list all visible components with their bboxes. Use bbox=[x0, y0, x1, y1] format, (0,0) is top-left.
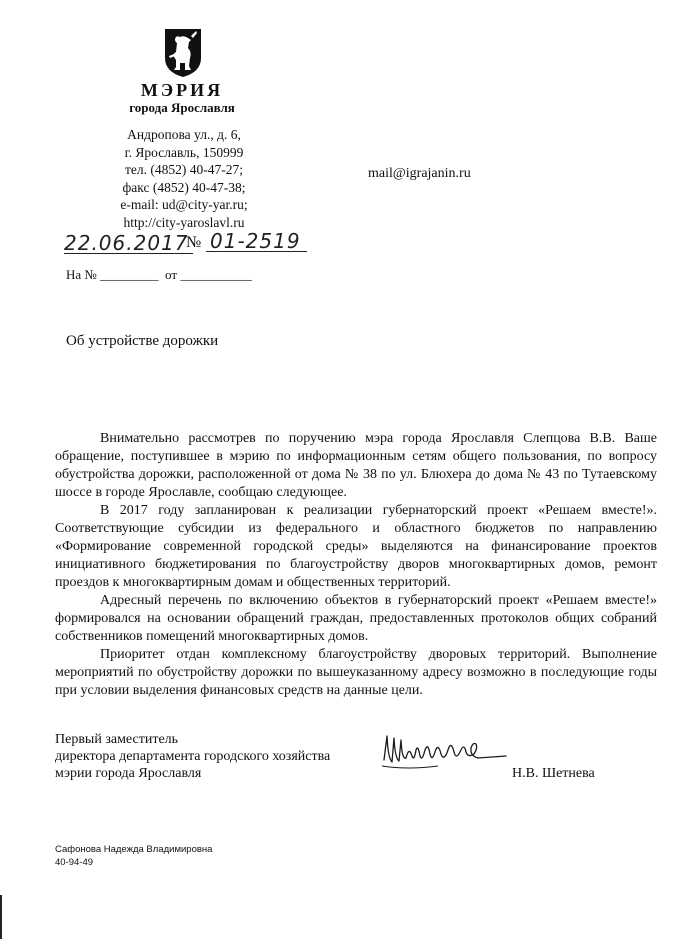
handwritten-signature bbox=[378, 728, 510, 776]
address-line: г. Ярославль, 150999 bbox=[124, 144, 244, 160]
scan-edge-mark bbox=[0, 895, 2, 939]
phone-line: тел. (4852) 40-47-27; bbox=[125, 162, 243, 178]
email-line: e-mail: ud@city-yar.ru; bbox=[120, 197, 248, 213]
number-sign: № bbox=[186, 234, 202, 251]
body-paragraph: В 2017 году запланирован к реализации губернаторский проект «Решаем вместе!». Соответствующие субсидии из федерального и областного бюджетов по направлению «Формирование современной городской среды» выделяются на финансирование проектов инициативного бюджетирования по благоустройству дворов многоквартирных домов, ремонт проездов к многоквартирным домам и общественных территорий. bbox=[55, 503, 657, 590]
letter-body bbox=[55, 430, 657, 700]
coat-of-arms-emblem bbox=[163, 28, 203, 78]
registration-number: 01-2519 bbox=[210, 229, 301, 253]
signatory-title-line: мэрии города Ярославля bbox=[55, 766, 202, 781]
org-subtitle: города Ярославля bbox=[129, 100, 235, 115]
executor-name: Сафонова Надежда Владимировна bbox=[55, 844, 213, 855]
signatory-title-line: директора департамента городского хозяйства bbox=[55, 749, 331, 764]
body-paragraph: Приоритет отдан комплексному благоустройству дворовых территорий. Выполнение мероприятий по обустройству дорожки по вышеуказанному адресу возможно в последующие годы при условии выделения финансовых средств на данные цели. bbox=[55, 647, 657, 698]
address-line: Андропова ул., д. 6, bbox=[127, 127, 241, 142]
body-paragraph: Адресный перечень по включению объектов в губернаторский проект «Решаем вместе!» формировался на основании обращений граждан, предоставленных протоколов общих собраний собственников помещений многоквартирных домов. bbox=[55, 593, 657, 644]
reference-line: На № _________ от ___________ bbox=[66, 267, 252, 282]
org-address-block bbox=[104, 126, 264, 232]
letter-subject: Об устройстве дорожки bbox=[66, 333, 219, 349]
signatory-title-line: Первый заместитель bbox=[55, 732, 179, 747]
recipient-email: mail@igrajanin.ru bbox=[368, 166, 471, 181]
website-line: http://city-yaroslavl.ru bbox=[123, 214, 245, 230]
executor-info bbox=[55, 843, 212, 869]
org-title: МЭРИЯ bbox=[140, 80, 224, 100]
registration-date: 22.06.2017 bbox=[64, 231, 189, 255]
body-paragraph: Внимательно рассмотрев по поручению мэра города Ярославля Слепцова В.В. Ваше обращение, поступившее в мэрию по информационным сетям общего пользования, по вопросу обустройства дорожки, расположенной от дома № 38 по ул. Блюхера до дома № 43 по Тутаевскому шоссе в городе Ярославле, сообщаю следующее. bbox=[55, 431, 657, 500]
signatory-title bbox=[55, 731, 330, 782]
fax-line: факс (4852) 40-47-38; bbox=[122, 179, 246, 195]
executor-phone: 40-94-49 bbox=[55, 857, 94, 868]
signatory-name: Н.В. Шетнева bbox=[512, 766, 595, 781]
